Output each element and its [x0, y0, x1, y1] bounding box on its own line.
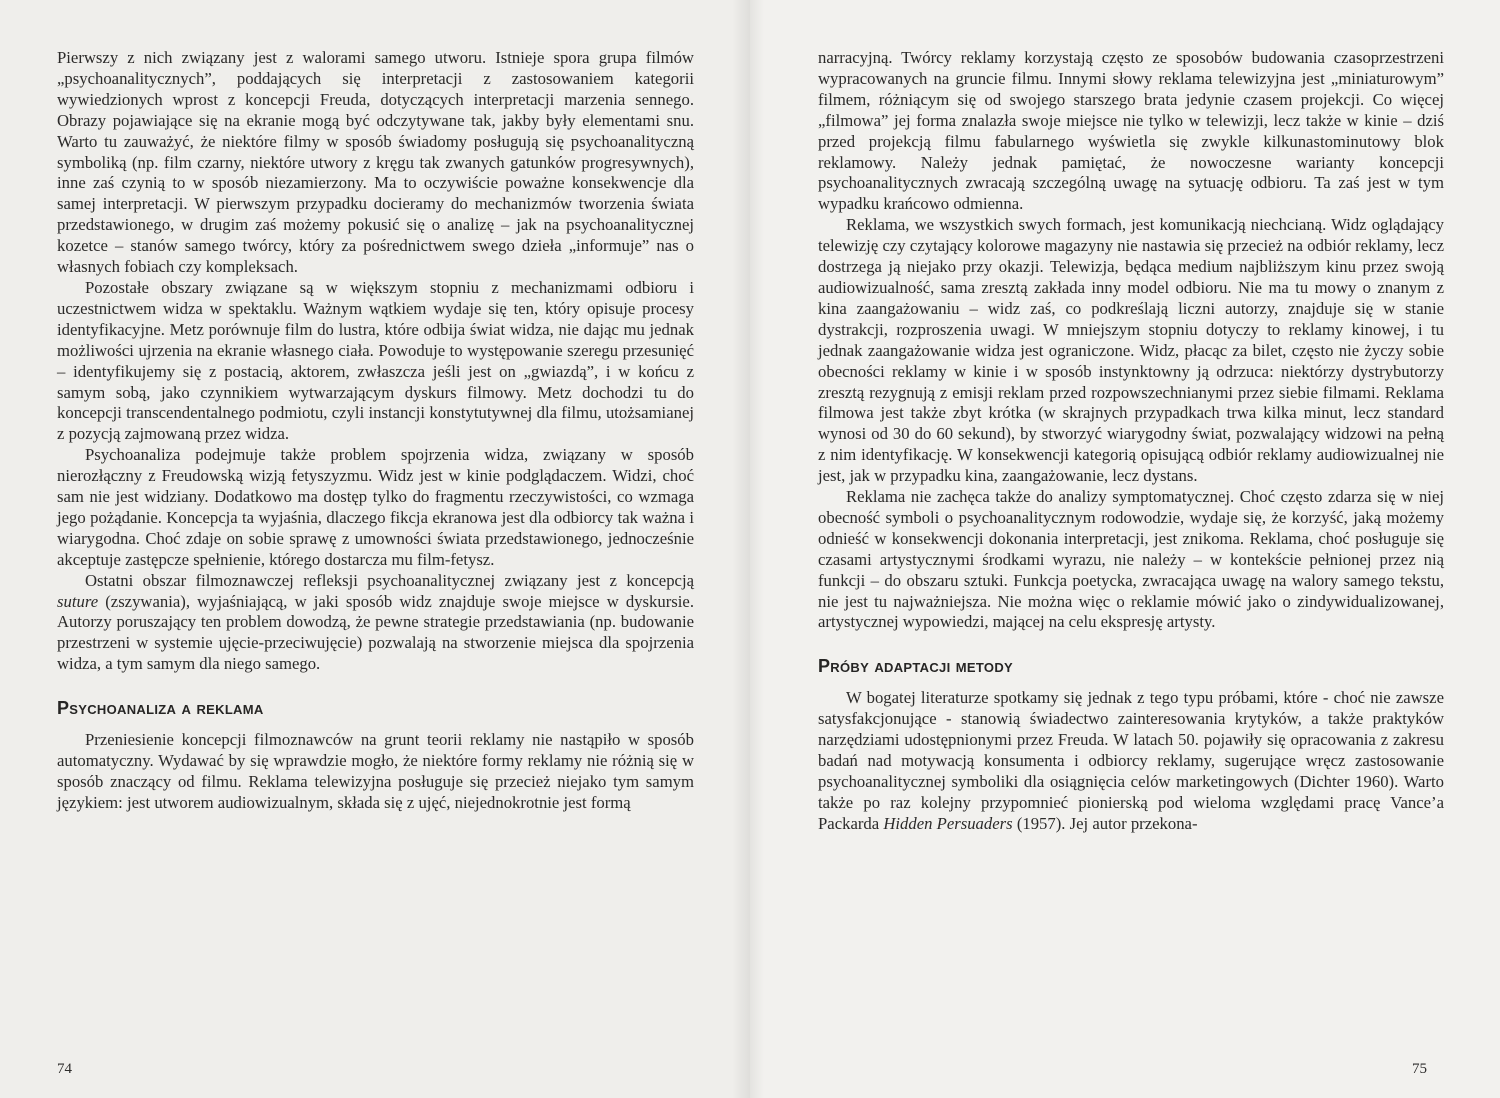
- paragraph: [57, 445, 694, 570]
- paragraph: [57, 730, 694, 814]
- paragraph: [818, 487, 1444, 633]
- italic-title: suture: [57, 591, 99, 611]
- paragraph: [818, 688, 1444, 834]
- section-heading: Próby adaptacji metody: [818, 656, 1013, 677]
- paragraph-text: W bogatej literaturze spotkamy się jednak z tego typu próbami, które - choć nie zawsze satysfakcjonujące - stanowią świadectwo zainteresowania krytyków, a także praktyków narzędziami udostępnionymi przez Freuda. W latach 50. pojawiły się opracowania z zakresu badań nad motywacją konsumenta i odbiorcy reklamy, sugerujące wręcz zastosowanie psychoanalitycznej symboliki dla osiągnięcia celów marketingowych (Dichter 1960). Warto także po raz kolejny przypomnieć pionierską pod wieloma względami pracę Vance’a Packarda: [818, 688, 1444, 833]
- paragraph-text: Reklama nie zachęca także do analizy symptomatycznej. Choć często zdarza się w niej obecność symboli o psychoanalitycznym rodowodzie, wydaje się, że korzyść, jaką możemy odnieść w konsekwencji dokonania interpretacji, jest znikoma. Reklama, choć posługuje się czasami artystycznymi środkami wyrazu, nie należy – w kontekście pełnionej przez nią funkcji – do obszaru sztuki. Funkcja poetycka, zwracająca uwagę na walory samego tekstu, nie jest tu najważniejsza. Nie można więc o reklamie mówić jako o zindywidualizowanej, artystycznej wypowiedzi, mającej na celu ekspresję artysty.: [818, 487, 1444, 632]
- paragraph-text: (1957). Jej autor przekona-: [1012, 813, 1198, 833]
- gutter-shadow: [750, 0, 764, 1098]
- paragraph-text: Pierwszy z nich związany jest z walorami samego utworu. Istnieje spora grupa filmów „psychoanalitycznych”, poddających się interpretacji z zastosowaniem kategorii wywiedzionych wprost z koncepcji Freuda, dotyczących interpretacji marzenia sennego. Obrazy pojawiające się na ekranie mogą być odczytywane tak, jakby były elementami snu. Warto tu zauważyć, że niektóre filmy w sposób świadomy posługują się psychoanalityczną symboliką (np. film czarny, niektóre utwory z kręgu tak zwanych gatunków progresywnych), inne zaś czynią to w sposób niezamierzony. Ma to oczywiście poważne konsekwencje dla samej interpretacji. W pierwszym przypadku docieramy do mechanizmów tworzenia świata przedstawionego, w drugim zaś możemy pokusić się o analizę – jak na psychoanalitycznej kozetce – stanów samego twórcy, który za pośrednictwem swego dzieła „informuje” nas o własnych fobiach czy kompleksach.: [57, 48, 694, 277]
- paragraph-text: narracyjną. Twórcy reklamy korzystają często ze sposobów budowania czasoprzestrzeni wypracowanych na gruncie filmu. Innymi słowy reklama telewizyjna jest „miniaturowym” filmem, różniącym się od swojego starszego brata jedynie czasem projekcji. Co więcej „filmowa” jej forma znalazła swoje miejsce nie tylko w telewizji, lecz także w kinie – dziś przed projekcją filmu fabularnego wyświetla się zwykle kilkunastominutowy blok reklamowy. Należy jednak pamiętać, że nowoczesne warianty koncepcji psychoanalitycznych zwracają szczególną uwagę na sytuację odbioru. Ta zaś jest w tym wypadku krańcowo odmienna.: [818, 48, 1444, 214]
- paragraph-text: Przeniesienie koncepcji filmoznawców na grunt teorii reklamy nie nastąpiło w sposób automatyczny. Wydawać by się wprawdzie mogło, że niektóre formy reklamy nie różnią się w sposób znaczący od filmu. Reklama telewizyjna posługuje się przecież niejako tym samym językiem: jest utworem audiowizualnym, składa się z ujęć, niejednokrotnie jest formą: [57, 730, 694, 812]
- page-number-left: 74: [57, 1061, 72, 1077]
- paragraph: [57, 48, 694, 278]
- right-text-column: [818, 48, 1444, 835]
- italic-title: Hidden Persuaders: [883, 813, 1013, 833]
- paragraph: [57, 278, 694, 445]
- paragraph-text: Ostatni obszar filmoznawczej refleksji psychoanalitycznej związany jest z koncepcją: [85, 570, 694, 590]
- gutter-shadow: [732, 0, 750, 1098]
- paragraph-text: Reklama, we wszystkich swych formach, jest komunikacją niechcianą. Widz oglądający telewizję czy czytający kolorowe magazyny nie nastawia się przecież na odbiór reklamy, lecz dostrzega ją niejako przy okazji. Telewizja, będąca medium najbliższym kinu przez swoją audiowizualność, sama zresztą zakłada inny model odbioru. Nie ma tu mowy o znanym z kina zaangażowaniu – widz zaś, co podkreślają liczni autorzy, znajduje się w stanie dystrakcji, rozproszenia uwagi. W mniejszym stopniu dotyczy to reklamy kinowej, i tu jednak zaangażowanie widza jest ograniczone. Widz, płacąc za bilet, często nie życzy sobie obecności reklamy w kinie i w sposób instynktowny ją odrzuca: niektórzy dystrybutorzy zresztą rezygnują z emisji reklam przed rozpowszechnianymi przez siebie filmami. Reklama filmowa jest także zbyt krótka (w skrajnych przypadkach trwa kilka minut, lecz standard wynosi od 30 do 60 sekund), by stworzyć wiarygodny świat, pozwalający widzowi na pełną z nim identyfikację. W konsekwencji kategorią opisującą odbiór reklamy audiowizualnej nie jest, jak w przypadku kina, zaangażowanie, lecz dystans.: [818, 215, 1444, 486]
- paragraph: [818, 215, 1444, 487]
- section-heading: Psychoanaliza a reklama: [57, 698, 264, 719]
- page-number-right: 75: [1412, 1061, 1427, 1077]
- paragraph-text: Psychoanaliza podejmuje także problem spojrzenia widza, związany w sposób nierozłączny z Freudowską wizją fetyszyzmu. Widz jest w kinie podglądaczem. Widzi, choć sam nie jest widziany. Dodatkowo ma dostęp tylko do fragmentu rzeczywistości, co wzmaga jego pożądanie. Koncepcja ta wyjaśnia, dlaczego fikcja ekranowa jest dla odbiorcy tak ważna i wiarygodna. Choć zdaje on sobie sprawę z umowności świata przedstawionego, jednocześnie akceptuje zastępcze spełnienie, którego dostarcza mu film-fetysz.: [57, 445, 694, 569]
- left-text-column: [57, 48, 694, 814]
- paragraph-text: (zszywania), wyjaśniającą, w jaki sposób widz znajduje swoje miejsce w dyskursie. Autorzy poruszający ten problem dowodzą, że pewne strategie przedstawiania (np. budowanie przestrzeni w systemie ujęcie-przeciwujęcie) pozwalają na stworzenie miejsca dla spojrzenia widza, a tym samym dla niego samego.: [57, 591, 694, 674]
- paragraph: [818, 48, 1444, 215]
- right-page: [750, 0, 1500, 1098]
- paragraph: [57, 571, 694, 676]
- paragraph-text: Pozostałe obszary związane są w większym stopniu z mechanizmami odbioru i uczestnictwem widza w spektaklu. Ważnym wątkiem wydaje się ten, który opisuje procesy identyfikacyjne. Metz porównuje film do lustra, które odbija świat widza, nie dając mu jednak możliwości ujrzenia na ekranie własnego ciała. Powoduje to występowanie szeregu przesunięć – identyfikujemy się z postacią, aktorem, zwłaszcza jeśli jest on „gwiazdą”, i w końcu z samym sobą, jako czynnikiem wytwarzającym dyskurs filmowy. Metz dochodzi tu do koncepcji transcendentalnego podmiotu, czyli instancji konstytutywnej dla filmu, utożsamianej z pozycją zajmowaną przez widza.: [57, 277, 694, 444]
